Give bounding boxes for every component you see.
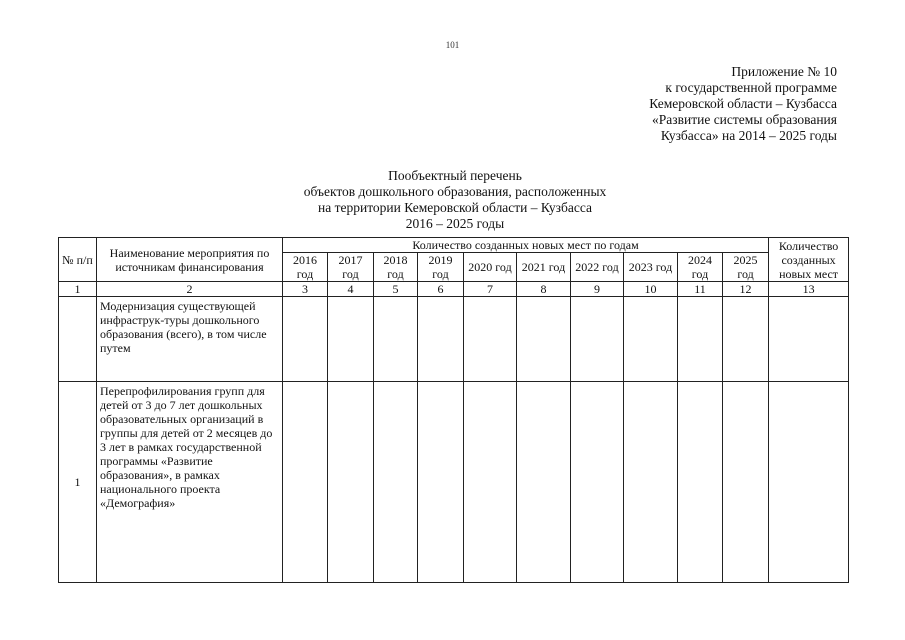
column-number: 4 [328,282,374,297]
header-total: Количество созданных новых мест [769,238,849,282]
table-cell [418,297,464,382]
header-row [59,238,849,253]
header-by-years: Количество созданных новых мест по годам [283,238,769,253]
header-num: № п/п [59,238,97,282]
column-number: 13 [769,282,849,297]
table-cell [418,382,464,583]
table-cell [769,297,849,382]
table-cell [571,297,624,382]
table-row [59,297,849,382]
column-number: 10 [624,282,678,297]
row-name: Перепрофилирования групп для детей от 3 до 7 лет дошкольных образовательных организаций в группы для детей от 2 месяцев до 3 лет в рамках государственной программы «Развитие образования», в рамках национального проекта «Демография» [97,382,283,583]
header-year: 2020 год [464,253,517,282]
title-line: Пообъектный перечень [388,168,522,183]
header-name: Наименование мероприятия по источникам финансирования [97,238,283,282]
header-year: 2019 год [418,253,464,282]
column-number: 7 [464,282,517,297]
column-number-row [59,282,849,297]
row-number: 1 [59,382,97,583]
table-cell [517,297,571,382]
column-number: 8 [517,282,571,297]
appendix-line: «Развитие системы образования [652,112,837,127]
table-cell [374,382,418,583]
appendix-line: Кемеровской области – Кузбасса [649,96,837,111]
table-cell [328,297,374,382]
column-number: 11 [678,282,723,297]
header-year: 2023 год [624,253,678,282]
column-number: 5 [374,282,418,297]
table-cell [723,297,769,382]
header-year: 2022 год [571,253,624,282]
table-cell [678,382,723,583]
appendix-header [577,64,837,144]
header-year: 2018 год [374,253,418,282]
row-number [59,297,97,382]
appendix-line: Приложение № 10 [731,64,837,79]
column-number: 6 [418,282,464,297]
table-cell [328,382,374,583]
table-cell [571,382,624,583]
object-list-table [58,237,849,583]
column-number: 2 [97,282,283,297]
appendix-line: к государственной программе [665,80,837,95]
header-year: 2024 год [678,253,723,282]
title-line: на территории Кемеровской области – Кузбасса [318,200,592,215]
table-cell [283,297,328,382]
document-title [280,168,630,232]
page-number: 101 [445,40,460,50]
header-year: 2016 год [283,253,328,282]
table-cell [464,382,517,583]
column-number: 9 [571,282,624,297]
row-name: Модернизация существующей инфраструк-туры дошкольного образования (всего), в том числе путем [97,297,283,382]
table-cell [723,382,769,583]
table-cell [464,297,517,382]
table-cell [678,297,723,382]
table-cell [624,382,678,583]
header-year: 2025 год [723,253,769,282]
title-line: 2016 – 2025 годы [405,216,505,231]
title-line: объектов дошкольного образования, расположенных [303,184,607,199]
appendix-line: Кузбасса» на 2014 – 2025 годы [660,128,837,143]
table-cell [769,382,849,583]
table-row [59,382,849,583]
header-year: 2017 год [328,253,374,282]
header-year: 2021 год [517,253,571,282]
table-cell [283,382,328,583]
table-cell [624,297,678,382]
column-number: 3 [283,282,328,297]
table-cell [374,297,418,382]
column-number: 1 [59,282,97,297]
table-cell [517,382,571,583]
column-number: 12 [723,282,769,297]
